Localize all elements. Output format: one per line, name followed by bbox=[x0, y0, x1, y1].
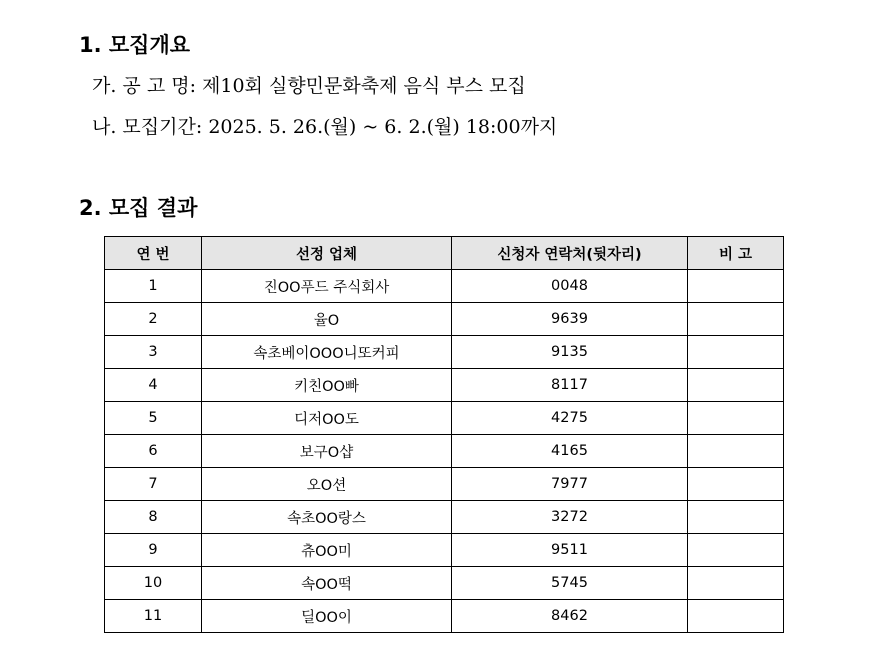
notice-title-value: 제10회 실향민문화축제 음식 부스 모집 bbox=[202, 75, 526, 97]
header-selected-company: 선정 업체 bbox=[202, 237, 452, 270]
table-row bbox=[105, 567, 784, 600]
row-company-name: 츄OO미 bbox=[202, 534, 452, 567]
header-remarks: 비 고 bbox=[688, 237, 784, 270]
row-company-name: 디저OO도 bbox=[202, 402, 452, 435]
row-company-name: 보구O샵 bbox=[202, 435, 452, 468]
recruitment-period-label: 나. 모집기간: bbox=[92, 116, 203, 138]
row-contact-digits: 0048 bbox=[452, 270, 688, 303]
table-row bbox=[105, 303, 784, 336]
row-remarks bbox=[688, 270, 784, 303]
row-serial-number: 7 bbox=[105, 468, 202, 501]
row-remarks bbox=[688, 468, 784, 501]
recruitment-period-value: 2025. 5. 26.(월) ~ 6. 2.(월) 18:00까지 bbox=[208, 116, 558, 138]
table-row bbox=[105, 534, 784, 567]
row-contact-digits: 9639 bbox=[452, 303, 688, 336]
table-header-row bbox=[105, 237, 784, 270]
row-serial-number: 2 bbox=[105, 303, 202, 336]
section-2-heading: 2. 모집 결과 bbox=[79, 196, 198, 220]
row-contact-digits: 3272 bbox=[452, 501, 688, 534]
recruitment-result-table bbox=[104, 236, 784, 633]
row-company-name: 딜OO이 bbox=[202, 600, 452, 633]
row-serial-number: 5 bbox=[105, 402, 202, 435]
table-body bbox=[105, 270, 784, 633]
row-remarks bbox=[688, 369, 784, 402]
row-remarks bbox=[688, 336, 784, 369]
section-1-heading: 1. 모집개요 bbox=[79, 33, 191, 57]
row-remarks bbox=[688, 501, 784, 534]
row-serial-number: 1 bbox=[105, 270, 202, 303]
notice-title-line bbox=[92, 77, 526, 96]
row-remarks bbox=[688, 303, 784, 336]
table-row bbox=[105, 270, 784, 303]
row-company-name: 속초베이OOO니또커피 bbox=[202, 336, 452, 369]
table-row bbox=[105, 501, 784, 534]
row-serial-number: 4 bbox=[105, 369, 202, 402]
table-row bbox=[105, 402, 784, 435]
table-row bbox=[105, 600, 784, 633]
row-serial-number: 10 bbox=[105, 567, 202, 600]
row-contact-digits: 9135 bbox=[452, 336, 688, 369]
row-serial-number: 6 bbox=[105, 435, 202, 468]
row-contact-digits: 4165 bbox=[452, 435, 688, 468]
row-remarks bbox=[688, 534, 784, 567]
row-serial-number: 9 bbox=[105, 534, 202, 567]
header-serial-number: 연 번 bbox=[105, 237, 202, 270]
notice-title-label: 가. 공 고 명: bbox=[92, 75, 196, 97]
row-company-name: 율O bbox=[202, 303, 452, 336]
recruitment-period-line bbox=[92, 118, 557, 137]
row-company-name: 속초OO랑스 bbox=[202, 501, 452, 534]
row-remarks bbox=[688, 600, 784, 633]
table-row bbox=[105, 435, 784, 468]
row-serial-number: 11 bbox=[105, 600, 202, 633]
table-row bbox=[105, 369, 784, 402]
row-company-name: 진OO푸드 주식회사 bbox=[202, 270, 452, 303]
row-company-name: 오O션 bbox=[202, 468, 452, 501]
row-serial-number: 8 bbox=[105, 501, 202, 534]
row-contact-digits: 8462 bbox=[452, 600, 688, 633]
row-company-name: 속OO떡 bbox=[202, 567, 452, 600]
row-contact-digits: 9511 bbox=[452, 534, 688, 567]
row-contact-digits: 4275 bbox=[452, 402, 688, 435]
row-company-name: 키친OO빠 bbox=[202, 369, 452, 402]
row-remarks bbox=[688, 402, 784, 435]
table-row bbox=[105, 468, 784, 501]
row-remarks bbox=[688, 435, 784, 468]
row-remarks bbox=[688, 567, 784, 600]
row-contact-digits: 8117 bbox=[452, 369, 688, 402]
table-row bbox=[105, 336, 784, 369]
row-serial-number: 3 bbox=[105, 336, 202, 369]
header-applicant-contact: 신청자 연락처(뒷자리) bbox=[452, 237, 688, 270]
row-contact-digits: 7977 bbox=[452, 468, 688, 501]
row-contact-digits: 5745 bbox=[452, 567, 688, 600]
